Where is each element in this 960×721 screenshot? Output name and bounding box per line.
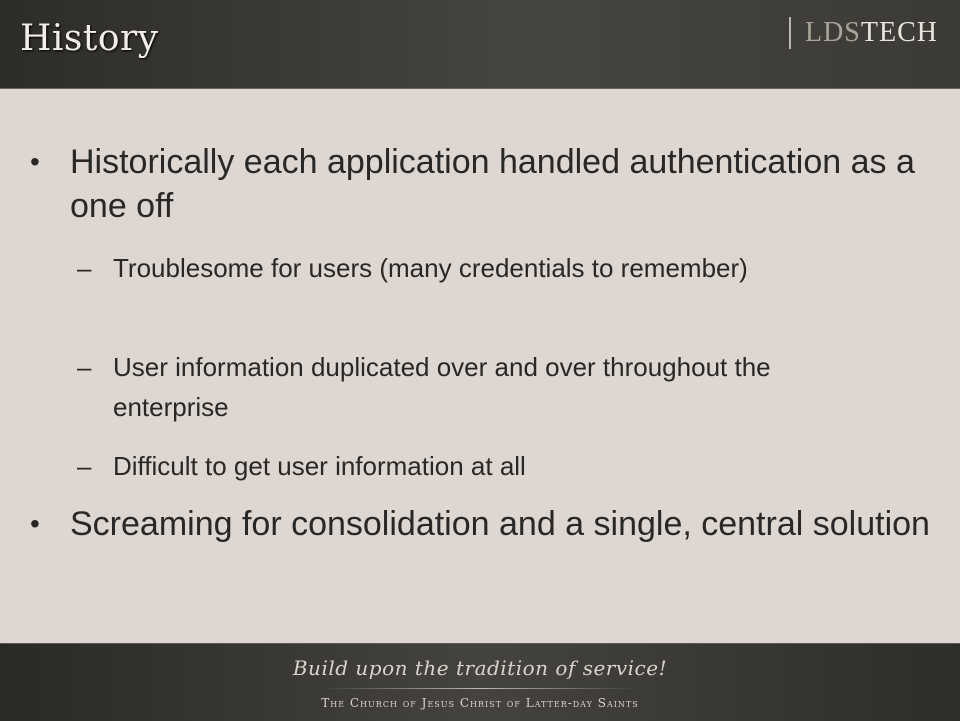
logo-tech: TECH <box>860 17 938 48</box>
dash-marker: – <box>77 352 92 382</box>
church-name: The Church of Jesus Christ of Latter-day Saints <box>321 696 639 710</box>
dash-marker: – <box>77 253 92 283</box>
bullet-marker: • <box>30 508 40 539</box>
subbullet-text: User information duplicated over and over throughout the enterprise <box>113 352 771 422</box>
logo-text <box>805 17 938 49</box>
slide-header <box>0 0 960 89</box>
slide-footer <box>0 643 960 721</box>
bullet-marker: • <box>30 146 40 177</box>
subbullet-text: Troublesome for users (many credentials to remember) <box>113 253 748 283</box>
footer-tagline: Build upon the tradition of service! <box>292 656 668 680</box>
bullet-item <box>30 502 930 546</box>
subbullet-text: Difficult to get user information at all <box>113 451 526 481</box>
logo-divider <box>789 17 791 49</box>
dash-marker: – <box>77 451 92 481</box>
slide-body <box>0 88 960 643</box>
footer-divider <box>322 688 638 689</box>
logo-lds: LDS <box>804 17 861 48</box>
lds-tech-logo <box>789 16 938 50</box>
slide-title: History <box>20 18 159 59</box>
subbullet-item <box>77 347 813 427</box>
bullet-text: Historically each application handled authentication as a one off <box>70 143 915 225</box>
bullet-item <box>30 140 930 228</box>
subbullet-item <box>77 446 813 486</box>
subbullet-item <box>77 248 813 288</box>
bullet-text: Screaming for consolidation and a single, central solution <box>70 505 930 543</box>
